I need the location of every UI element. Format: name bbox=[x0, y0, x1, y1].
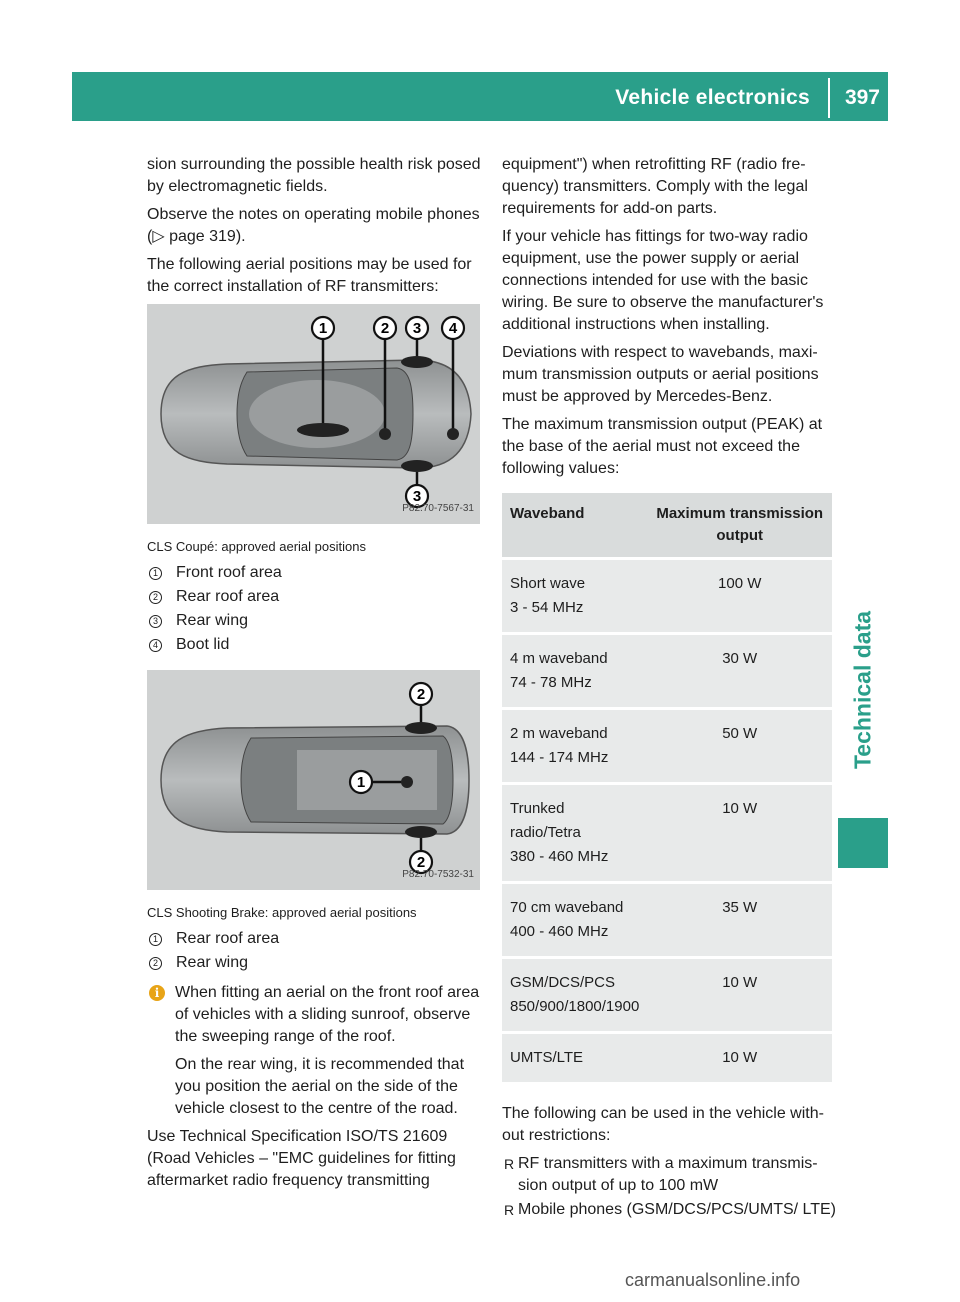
list-item bbox=[502, 1153, 836, 1197]
band-power: 50 W bbox=[645, 710, 832, 782]
header-divider bbox=[828, 78, 830, 118]
right-column bbox=[502, 154, 836, 1223]
paragraph: Observe the notes on operating mobile phones (▷ page 319). bbox=[147, 206, 480, 245]
callout-2: 2 bbox=[380, 320, 390, 337]
legend-number: 2 bbox=[149, 957, 162, 970]
paragraph: Use Technical Specification ISO/TS 21609 (Road Vehicles – "EMC guidelines for fitting aftermarket radio frequency transmitting bbox=[147, 1128, 456, 1189]
figure-cls-shooting-brake bbox=[147, 670, 480, 890]
table-row bbox=[502, 959, 832, 1031]
band-frequency: 400 - 460 MHz bbox=[510, 923, 609, 940]
paragraph: sion surrounding the possible health risk posed by electromagnetic fields. bbox=[147, 156, 481, 195]
legend-label: Rear roof area bbox=[176, 930, 280, 947]
table-header-output: Maximum transmission output bbox=[645, 493, 832, 557]
callout-1: 1 bbox=[318, 320, 328, 337]
legend-label: Boot lid bbox=[176, 636, 230, 653]
band-frequency: 74 - 78 MHz bbox=[510, 674, 592, 691]
callout-3-lower: 3 bbox=[412, 488, 422, 505]
paragraph: The maximum transmission output (PEAK) at the base of the aerial must not exceed the following values: bbox=[502, 416, 823, 477]
band-power: 100 W bbox=[645, 560, 832, 632]
legend-number: 4 bbox=[149, 639, 162, 652]
legend-label: Front roof area bbox=[176, 564, 282, 581]
footer-watermark: carmanualsonline.info bbox=[625, 1270, 801, 1290]
band-frequency: 3 - 54 MHz bbox=[510, 599, 584, 616]
car-shooting-brake-illustration bbox=[147, 670, 480, 890]
band-name: 2 m waveband bbox=[510, 725, 608, 742]
callout-4: 4 bbox=[448, 320, 458, 337]
list-item-text: Mobile phones (GSM/DCS/PCS/UMTS/ LTE) bbox=[518, 1201, 837, 1218]
legend-item bbox=[147, 928, 483, 950]
figure-caption: CLS Coupé: approved aerial positions bbox=[147, 539, 366, 554]
car-coupe-illustration bbox=[147, 304, 480, 524]
page-number: 397 bbox=[844, 86, 880, 109]
figure-caption: CLS Shooting Brake: approved aerial positions bbox=[147, 905, 417, 920]
band-name: UMTS/LTE bbox=[510, 1049, 584, 1066]
legend-number: 3 bbox=[149, 615, 162, 628]
legend-number: 1 bbox=[149, 933, 162, 946]
table-header-waveband: Waveband bbox=[502, 493, 645, 557]
band-power: 35 W bbox=[645, 884, 832, 956]
left-column bbox=[147, 154, 483, 1198]
table-row bbox=[502, 785, 832, 881]
band-power: 30 W bbox=[645, 635, 832, 707]
info-icon: i bbox=[149, 985, 165, 1001]
legend-label: Rear roof area bbox=[176, 588, 280, 605]
band-name: 70 cm waveband bbox=[510, 899, 624, 916]
table-row bbox=[502, 884, 832, 956]
figure-cls-coupe bbox=[147, 304, 480, 524]
info-paragraph: When fitting an aerial on the front roof area of vehicles with a sliding sunroof, observe the sweeping range of the roof. bbox=[175, 984, 480, 1045]
list-item-text: RF transmitters with a maximum transmis- sion output of up to 100 mW bbox=[518, 1155, 818, 1194]
info-note bbox=[147, 982, 483, 1126]
table-row bbox=[502, 560, 832, 632]
table-row bbox=[502, 635, 832, 707]
band-name: Short wave bbox=[510, 575, 586, 592]
band-power: 10 W bbox=[645, 959, 832, 1031]
figure-code: P82.70-7532-31 bbox=[402, 869, 474, 880]
paragraph: The following can be used in the vehicle with- out restrictions: bbox=[502, 1105, 824, 1144]
waveband-table bbox=[502, 490, 832, 1085]
band-name: 4 m waveband bbox=[510, 650, 608, 667]
callout-1: 1 bbox=[356, 774, 366, 791]
table-row bbox=[502, 1034, 832, 1082]
legend-item bbox=[147, 634, 483, 656]
figure-code: P82.70-7567-31 bbox=[402, 503, 474, 514]
bullet-marker: R bbox=[504, 1156, 515, 1172]
band-frequency: 144 - 174 MHz bbox=[510, 749, 609, 766]
legend-label: Rear wing bbox=[176, 612, 249, 629]
legend-item bbox=[147, 586, 483, 608]
paragraph: If your vehicle has fittings for two-way radio equipment, use the power supply or aerial connections intended for use with the basic wiring. Be sure to observe the manufacturer's additional instructions when installing. bbox=[502, 228, 824, 333]
legend-item bbox=[147, 562, 483, 584]
callout-3: 3 bbox=[412, 320, 422, 337]
paragraph: equipment") when retrofitting RF (radio fre- quency) transmitters. Comply with the legal requirements for add-on parts. bbox=[502, 156, 808, 217]
callout-2: 2 bbox=[416, 686, 426, 703]
page-title: Vehicle electronics bbox=[615, 86, 810, 109]
info-paragraph: On the rear wing, it is recommended that you position the aerial on the side of the vehicle closest to the centre of the road. bbox=[175, 1056, 465, 1117]
band-power: 10 W bbox=[645, 785, 832, 881]
paragraph: Deviations with respect to wavebands, maxi- mum transmission outputs or aerial positions must be approved by Mercedes-Benz. bbox=[502, 344, 819, 405]
bullet-list bbox=[502, 1153, 836, 1221]
side-tab-label: Technical data bbox=[849, 610, 876, 770]
legend-item bbox=[147, 952, 483, 974]
legend-number: 2 bbox=[149, 591, 162, 604]
side-tab bbox=[838, 580, 888, 800]
band-name: Trunked radio/Tetra bbox=[510, 800, 581, 841]
band-name: GSM/DCS/PCS bbox=[510, 974, 616, 991]
legend-item bbox=[147, 610, 483, 632]
list-item bbox=[502, 1199, 836, 1221]
side-tab-marker bbox=[838, 818, 888, 868]
band-frequency: 850/900/1800/1900 bbox=[510, 998, 640, 1015]
legend-label: Rear wing bbox=[176, 954, 249, 971]
band-frequency: 380 - 460 MHz bbox=[510, 848, 609, 865]
header-bar bbox=[72, 72, 888, 121]
callout-2-lower: 2 bbox=[416, 854, 426, 871]
legend-number: 1 bbox=[149, 567, 162, 580]
band-power: 10 W bbox=[645, 1034, 832, 1082]
bullet-marker: R bbox=[504, 1202, 515, 1218]
table-row bbox=[502, 710, 832, 782]
paragraph: The following aerial positions may be used for the correct installation of RF transmitters: bbox=[147, 256, 472, 295]
